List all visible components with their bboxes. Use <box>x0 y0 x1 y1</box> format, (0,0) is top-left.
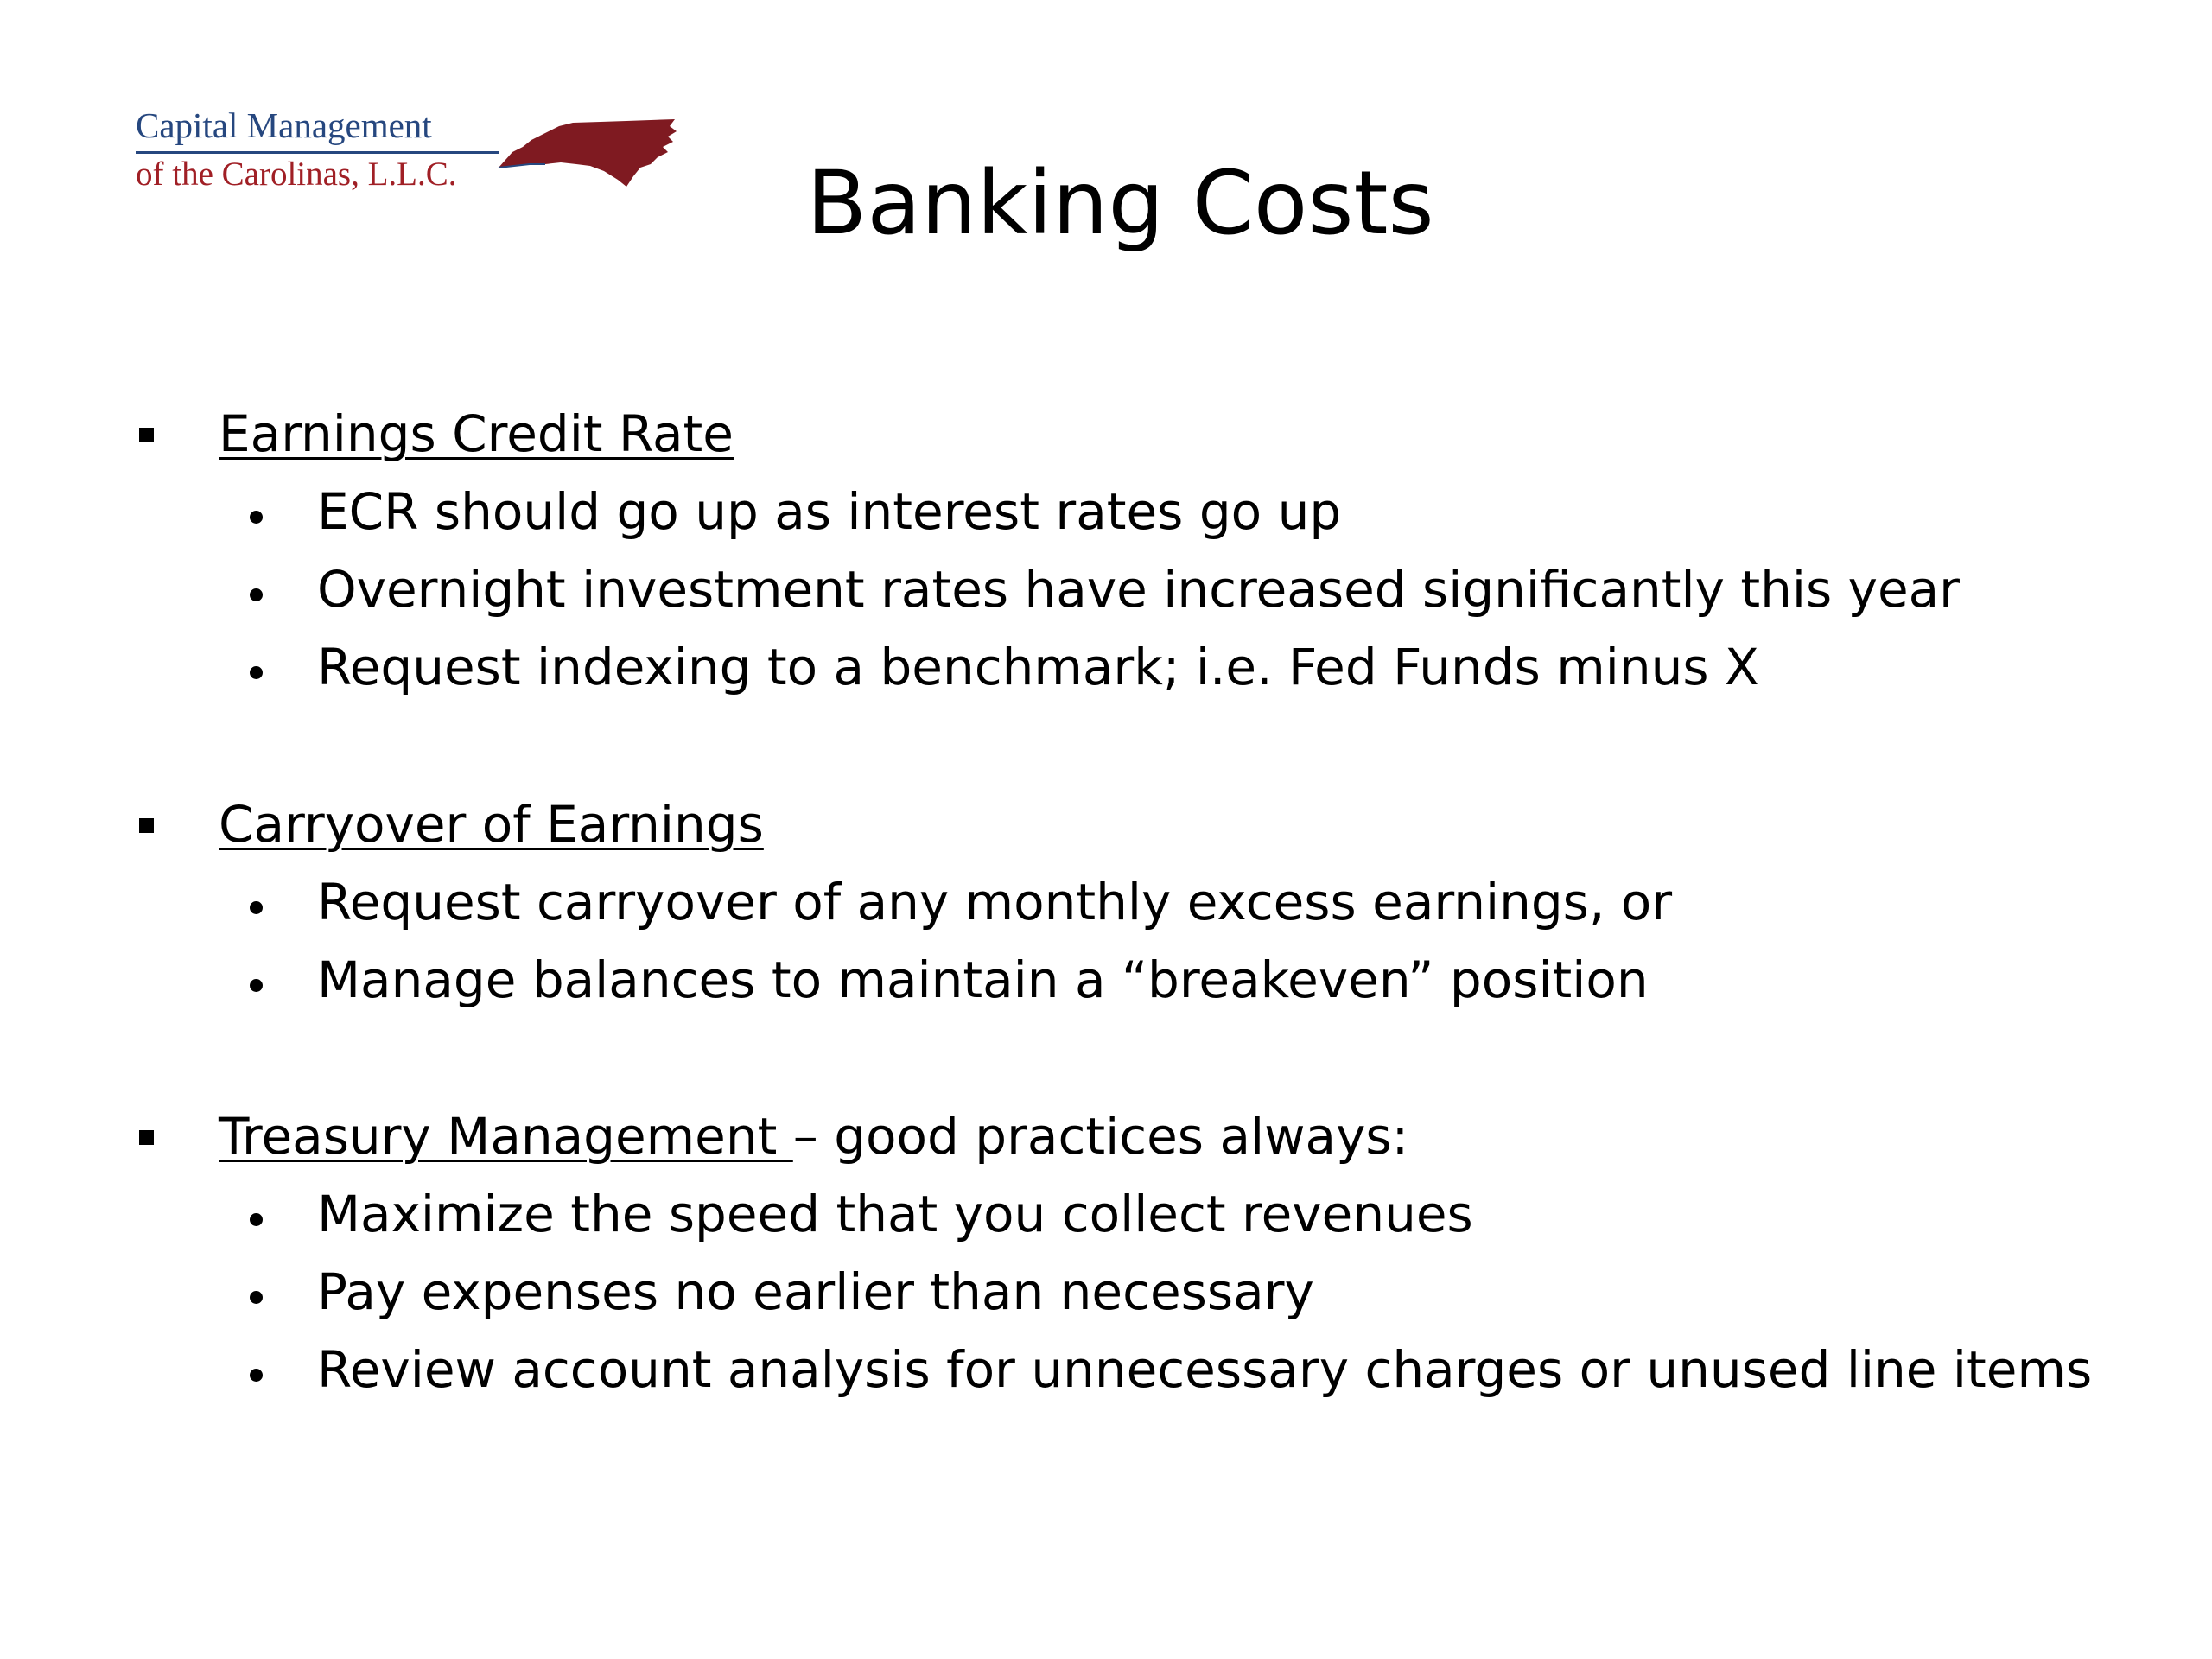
section-heading-underlined: Carryover of Earnings <box>219 795 764 854</box>
section-carryover-of-earnings <box>0 795 2212 1028</box>
round-bullet-icon <box>250 666 263 679</box>
round-bullet-icon <box>250 1213 263 1226</box>
list-item-text: Manage balances to maintain a “breakeven” position <box>317 950 1649 1009</box>
section-treasury-management <box>0 1107 2212 1418</box>
section-heading-row <box>0 795 2212 873</box>
round-bullet-icon <box>250 1291 263 1304</box>
list-item <box>0 1340 2212 1418</box>
section-heading <box>219 404 734 465</box>
round-bullet-icon <box>250 511 263 524</box>
slide-title: Banking Costs <box>806 152 1434 255</box>
round-bullet-icon <box>250 1369 263 1382</box>
list-item-text: Overnight investment rates have increased significantly this year <box>317 560 1961 619</box>
section-heading-underlined: Earnings Credit Rate <box>219 404 734 463</box>
list-item <box>0 1262 2212 1340</box>
logo-rule <box>136 151 499 154</box>
section-heading-row <box>0 404 2212 482</box>
list-item <box>0 638 2212 715</box>
section-heading-underlined: Treasury Management <box>219 1107 793 1166</box>
round-bullet-icon <box>250 901 263 914</box>
section-earnings-credit-rate <box>0 404 2212 715</box>
list-item-text: Review account analysis for unnecessary charges or unused line items <box>317 1340 2093 1399</box>
round-bullet-icon <box>250 979 263 992</box>
list-item-text: ECR should go up as interest rates go up <box>317 482 1342 541</box>
list-item <box>0 482 2212 560</box>
logo-company-subtitle: of the Carolinas, L.L.C. <box>136 156 457 193</box>
list-item-text: Request indexing to a benchmark; i.e. Fed Funds minus X <box>317 638 1759 696</box>
square-bullet-icon <box>139 428 154 442</box>
section-heading <box>219 795 764 855</box>
square-bullet-icon <box>139 818 154 833</box>
list-item-text: Pay expenses no earlier than necessary <box>317 1262 1314 1321</box>
list-item-text: Maximize the speed that you collect revenues <box>317 1185 1473 1243</box>
round-bullet-icon <box>250 588 263 601</box>
list-item-text: Request carryover of any monthly excess earnings, or <box>317 873 1673 931</box>
section-heading <box>219 1107 1408 1167</box>
section-heading-row <box>0 1107 2212 1185</box>
square-bullet-icon <box>139 1130 154 1145</box>
section-heading-suffix: – good practices always: <box>792 1107 1409 1166</box>
list-item <box>0 1185 2212 1262</box>
list-item <box>0 560 2212 638</box>
list-item <box>0 950 2212 1028</box>
list-item <box>0 873 2212 950</box>
logo-company-name: Capital Management <box>136 105 432 145</box>
